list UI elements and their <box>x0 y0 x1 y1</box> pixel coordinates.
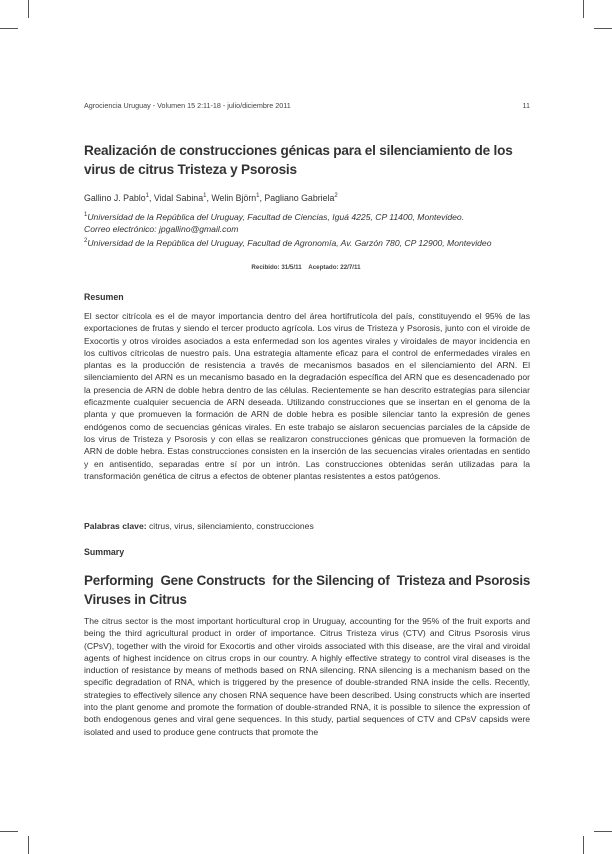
crop-mark <box>583 0 584 18</box>
summary-body <box>84 615 530 738</box>
running-header <box>84 101 530 110</box>
english-title: Performing Gene Constructs for the Silencing of Tristeza and Psorosis Viruses in Citrus <box>84 573 534 607</box>
affiliation-marker: 1 <box>84 212 88 218</box>
affiliation-text: Universidad de la República del Uruguay, Facultad de Ciencias, Iguá 4225, CP 11400, Montevideo. <box>87 211 465 222</box>
journal-info: Agrociencia Uruguay - Volumen 15 2:11-18 - julio/diciembre 2011 <box>84 101 291 110</box>
crop-mark <box>594 28 612 29</box>
author-list <box>84 193 338 203</box>
affiliation-1 <box>84 209 534 236</box>
author-name: , Vidal Sabina <box>148 193 204 203</box>
crop-mark <box>28 0 29 18</box>
crop-mark <box>594 831 612 832</box>
author-email: Correo electrónico: jpgallino@gmail.com <box>84 224 239 235</box>
affiliation-marker: 1 <box>145 193 149 200</box>
keywords-text: citrus, virus, silenciamiento, construcciones <box>146 521 314 531</box>
resumen-text: El sector citrícola es el de mayor importancia dentro del área hortifrutícola del país, constituyendo el 95% de las exportaciones de frutas y siendo el tercer producto agrícola. Los virus de Tristeza y Psorosis, junto con el viroide de Exocortis y otros viroides asociados a esta enfermedad son los agentes virales y viroidales de mayor incidencia en los cultivos cítricolas de nuestro país. Una estrategia altamente eficaz para el control de enfermedades virales en plantas es la producción de resistencia a través de mecanismos basados en el silenciamiento del ARN. El silenciamiento del ARN es un mecanismo basado en la degradación específica del ARN que es desencadenado por la presencia de ARN de doble hebra dentro de las células. Recientemente se han descrito estrategias para silenciar eficazmente cualquier secuencia de ARN deseada. Utilizando construcciones que se insertan en el genoma de la planta y que promueven la formación de ARN de doble hebra es posible silenciar tanto la expresión de genes endógenos como de secuencias génicas virales. En este trabajo se aislaron secuencias parciales de la cápside de los virus de Tristeza y Psorosis y con ellas se realizaron construcciones génicas que promueven la formación de ARN de doble hebra. Estas construcciones consisten en la inserción de las secuencias virales orientadas en sentido y en antisentido, separadas entre sí por un intrón. Las construcciones obtenidas serán utilizadas para la transformación genética de citrus a efectos de obtener plantas resistentes a estos patógenos. <box>84 311 530 481</box>
received-accepted-dates: Recibido: 31/5/11 Aceptado: 22/7/11 <box>251 264 361 271</box>
author-name: , Pagliano Gabriela <box>259 193 335 203</box>
resumen-body <box>84 310 530 482</box>
crop-mark <box>583 836 584 854</box>
author-name: Gallino J. Pablo <box>84 193 146 203</box>
summary-heading: Summary <box>84 547 125 557</box>
affiliation-2 <box>84 235 534 249</box>
keywords <box>84 521 314 531</box>
affiliation-marker: 1 <box>256 193 260 200</box>
summary-text: The citrus sector is the most important horticultural crop in Uruguay, accounting for the 95% of the fruit exports and being the third agricultural product in order of importance. Citrus Tristeza virus (CTV) and Citrus Psorosis virus (CPsV), together with the viroid for Exocortis and other viroids associated with this disease, are the viral and viroidal agents of highest incidence on citrus crops in our country. A highly effective strategy to control viral diseases is the induction of resistance by means of methods based on RNA silencing. RNA silencing is a mechanism based on the specific degradation of RNA, which is triggered by the presence of double-stranded RNA inside the cells. Recently, strategies to effectively silence any chosen RNA sequence have been described. Using constructs which are inserted into the plant genome and promote the formation of double-stranded RNA, it is possible to silence the expression of both endogenous genes and viral gene sequences. In this study, partial sequences of CTV and CPsV capsids were isolated and used to produce gene contructs that promote the <box>84 616 530 737</box>
page-number: 11 <box>522 101 530 110</box>
crop-mark <box>0 831 18 832</box>
affiliation-marker: 1 <box>203 193 207 200</box>
article-title: Realización de construcciones génicas para el silenciamiento de los virus de citrus Tristeza y Psorosis <box>84 143 513 177</box>
affiliation-marker: 2 <box>84 238 88 244</box>
affiliation-marker: 2 <box>334 193 338 200</box>
keywords-label: Palabras clave: <box>84 521 147 531</box>
crop-mark <box>0 28 18 29</box>
affiliation-text: Universidad de la República del Uruguay, Facultad de Agronomía, Av. Garzón 780, CP 12900, Montevideo <box>87 237 492 248</box>
author-name: , Welin Björn <box>206 193 257 203</box>
crop-mark <box>28 836 29 854</box>
resumen-heading: Resumen <box>84 292 124 302</box>
